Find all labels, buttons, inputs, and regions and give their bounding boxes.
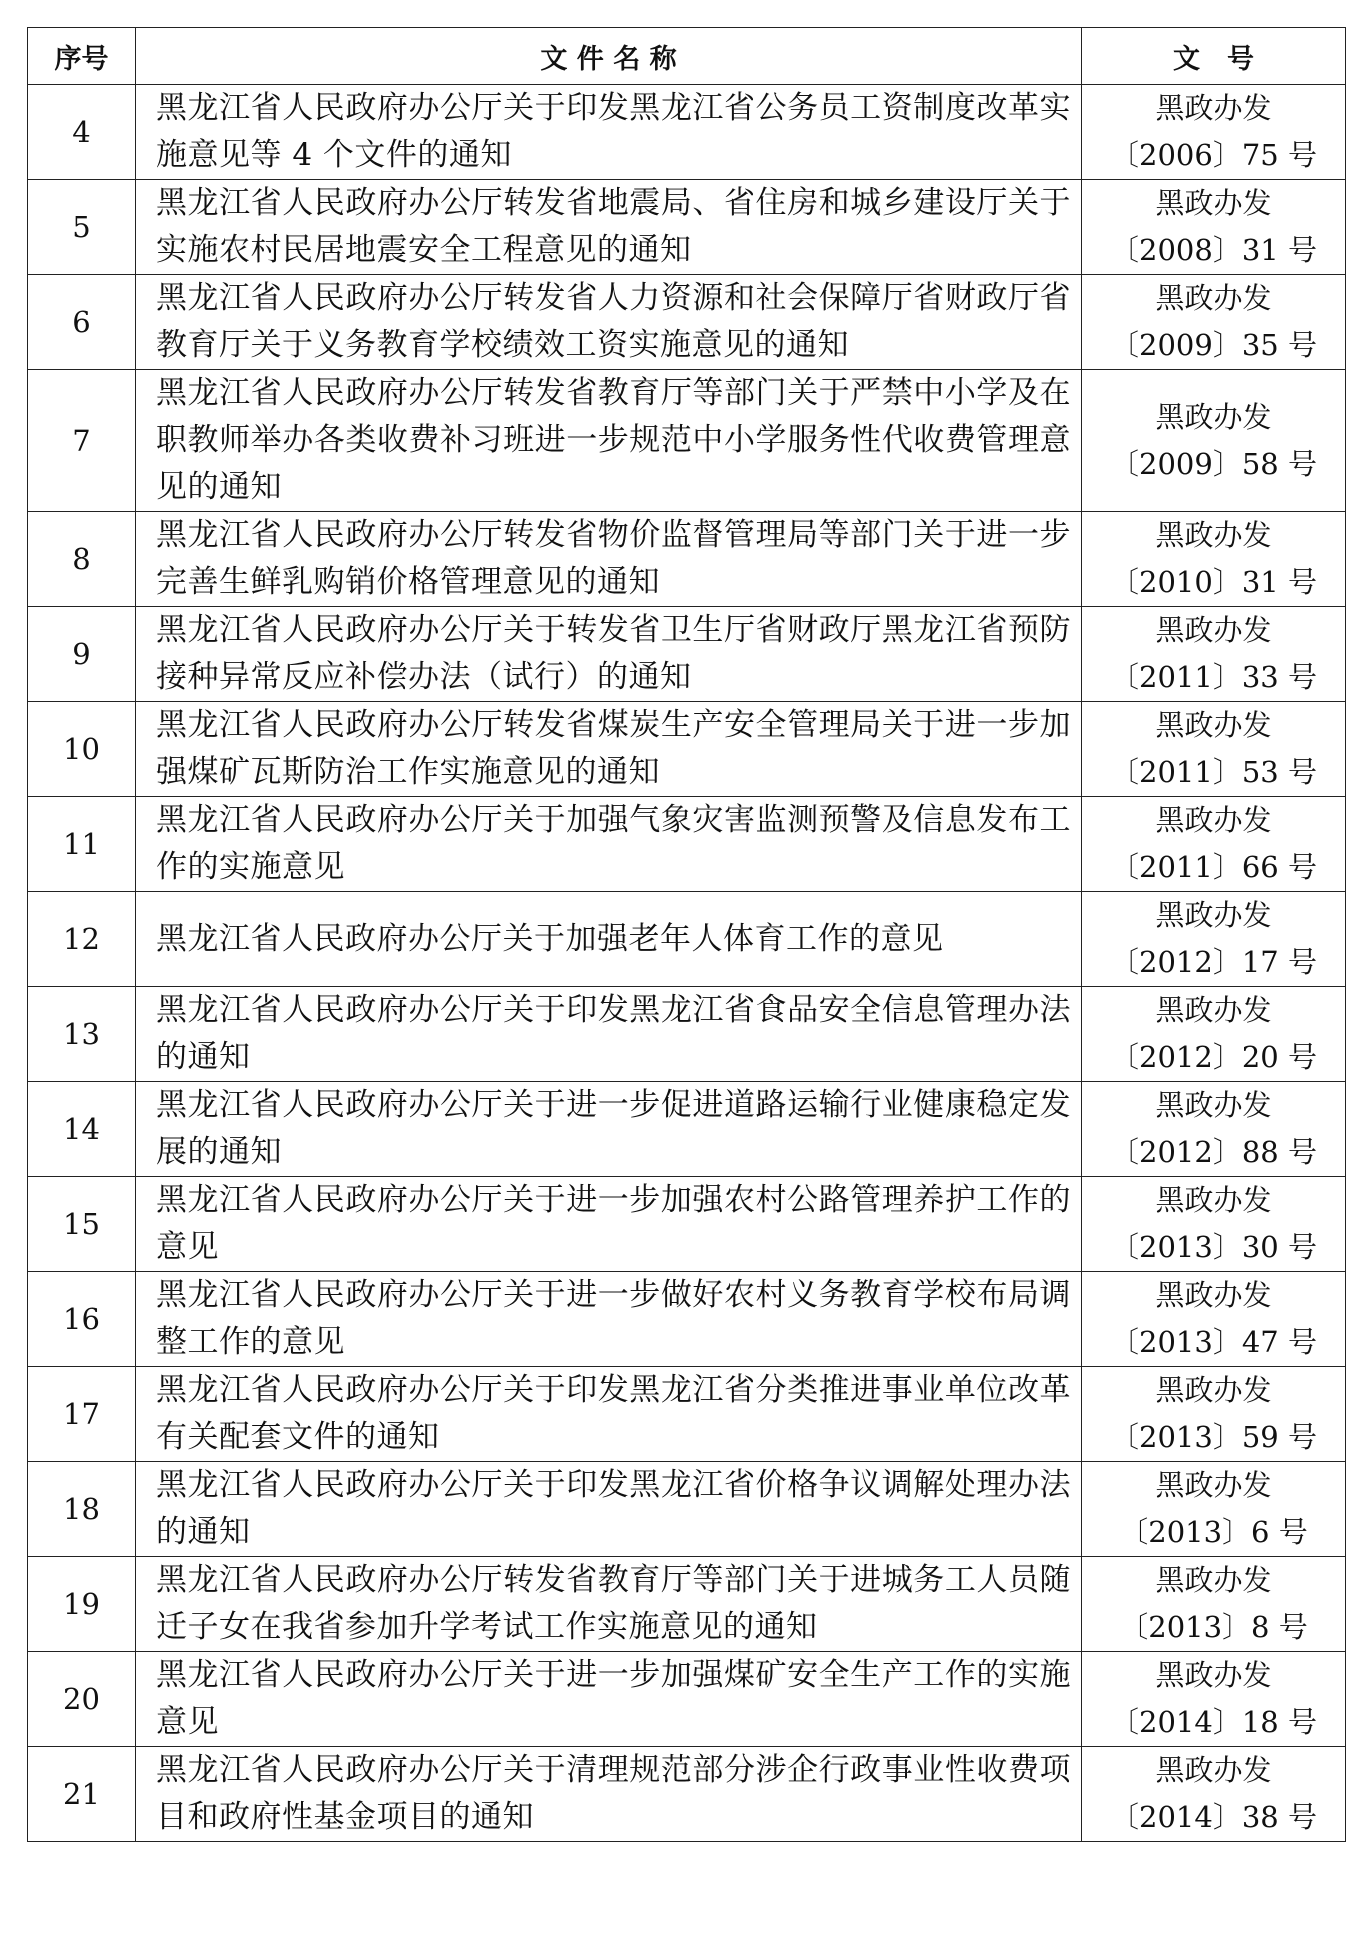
row-serial-number: 13 bbox=[28, 987, 136, 1082]
document-issuer: 黑政办发 bbox=[1155, 186, 1272, 220]
row-document-name: 黑龙江省人民政府办公厅关于加强气象灾害监测预警及信息发布工作的实施意见 bbox=[136, 797, 1082, 892]
row-document-number bbox=[1082, 1747, 1346, 1842]
table-row bbox=[28, 1462, 1346, 1557]
row-serial-number: 12 bbox=[28, 892, 136, 987]
row-serial-number: 9 bbox=[28, 607, 136, 702]
row-document-number bbox=[1082, 1462, 1346, 1557]
table-row bbox=[28, 85, 1346, 180]
document-issuer: 黑政办发 bbox=[1155, 1278, 1272, 1312]
document-serial: 〔2012〕20 号 bbox=[1110, 1040, 1317, 1074]
row-serial-number: 18 bbox=[28, 1462, 136, 1557]
table-row bbox=[28, 892, 1346, 987]
document-issuer: 黑政办发 bbox=[1155, 708, 1272, 742]
row-document-name: 黑龙江省人民政府办公厅关于进一步做好农村义务教育学校布局调整工作的意见 bbox=[136, 1272, 1082, 1367]
table-row bbox=[28, 1747, 1346, 1842]
row-document-number bbox=[1082, 797, 1346, 892]
row-document-name: 黑龙江省人民政府办公厅关于印发黑龙江省公务员工资制度改革实施意见等 4 个文件的通知 bbox=[136, 85, 1082, 180]
row-document-name: 黑龙江省人民政府办公厅转发省教育厅等部门关于进城务工人员随迁子女在我省参加升学考试工作实施意见的通知 bbox=[136, 1557, 1082, 1652]
row-document-number bbox=[1082, 607, 1346, 702]
document-serial: 〔2012〕17 号 bbox=[1110, 945, 1317, 979]
row-document-number bbox=[1082, 1557, 1346, 1652]
row-document-number bbox=[1082, 1082, 1346, 1177]
row-document-name: 黑龙江省人民政府办公厅关于加强老年人体育工作的意见 bbox=[136, 892, 1082, 987]
table-row bbox=[28, 702, 1346, 797]
row-document-name: 黑龙江省人民政府办公厅转发省煤炭生产安全管理局关于进一步加强煤矿瓦斯防治工作实施意见的通知 bbox=[136, 702, 1082, 797]
table-row bbox=[28, 370, 1346, 512]
row-document-name: 黑龙江省人民政府办公厅转发省物价监督管理局等部门关于进一步完善生鲜乳购销价格管理意见的通知 bbox=[136, 512, 1082, 607]
document-serial: 〔2011〕33 号 bbox=[1110, 660, 1317, 694]
row-document-number bbox=[1082, 180, 1346, 275]
document-serial: 〔2012〕88 号 bbox=[1110, 1135, 1317, 1169]
document-issuer: 黑政办发 bbox=[1155, 518, 1272, 552]
row-document-name: 黑龙江省人民政府办公厅关于印发黑龙江省分类推进事业单位改革有关配套文件的通知 bbox=[136, 1367, 1082, 1462]
table-row bbox=[28, 1557, 1346, 1652]
document-issuer: 黑政办发 bbox=[1155, 613, 1272, 647]
row-document-name: 黑龙江省人民政府办公厅转发省地震局、省住房和城乡建设厅关于实施农村民居地震安全工程意见的通知 bbox=[136, 180, 1082, 275]
document-serial: 〔2006〕75 号 bbox=[1110, 138, 1317, 172]
table-row bbox=[28, 1272, 1346, 1367]
row-document-name: 黑龙江省人民政府办公厅关于进一步加强煤矿安全生产工作的实施意见 bbox=[136, 1652, 1082, 1747]
table-row bbox=[28, 607, 1346, 702]
table-row bbox=[28, 1082, 1346, 1177]
document-issuer: 黑政办发 bbox=[1155, 1183, 1272, 1217]
table-row bbox=[28, 1177, 1346, 1272]
document-serial: 〔2009〕58 号 bbox=[1110, 446, 1317, 481]
row-document-name: 黑龙江省人民政府办公厅关于印发黑龙江省食品安全信息管理办法的通知 bbox=[136, 987, 1082, 1082]
header-document-name: 文 件 名 称 bbox=[136, 28, 1082, 85]
row-document-number bbox=[1082, 1367, 1346, 1462]
row-serial-number: 16 bbox=[28, 1272, 136, 1367]
row-document-name: 黑龙江省人民政府办公厅关于清理规范部分涉企行政事业性收费项目和政府性基金项目的通知 bbox=[136, 1747, 1082, 1842]
document-issuer: 黑政办发 bbox=[1155, 1088, 1272, 1122]
row-document-number bbox=[1082, 702, 1346, 797]
table-row bbox=[28, 987, 1346, 1082]
table-row bbox=[28, 797, 1346, 892]
row-document-name: 黑龙江省人民政府办公厅关于进一步加强农村公路管理养护工作的意见 bbox=[136, 1177, 1082, 1272]
header-row bbox=[28, 28, 1346, 85]
document-issuer: 黑政办发 bbox=[1155, 1468, 1272, 1502]
row-document-name: 黑龙江省人民政府办公厅关于印发黑龙江省价格争议调解处理办法的通知 bbox=[136, 1462, 1082, 1557]
table-body bbox=[28, 85, 1346, 1842]
row-serial-number: 6 bbox=[28, 275, 136, 370]
row-document-number bbox=[1082, 275, 1346, 370]
document-serial: 〔2011〕66 号 bbox=[1110, 850, 1317, 884]
row-document-name: 黑龙江省人民政府办公厅转发省人力资源和社会保障厅省财政厅省教育厅关于义务教育学校绩效工资实施意见的通知 bbox=[136, 275, 1082, 370]
document-issuer: 黑政办发 bbox=[1155, 993, 1272, 1027]
table-header bbox=[28, 28, 1346, 85]
document-serial: 〔2013〕59 号 bbox=[1110, 1420, 1317, 1454]
document-serial: 〔2008〕31 号 bbox=[1110, 233, 1317, 267]
row-serial-number: 21 bbox=[28, 1747, 136, 1842]
document-issuer: 黑政办发 bbox=[1155, 1373, 1272, 1407]
row-serial-number: 19 bbox=[28, 1557, 136, 1652]
header-serial-number: 序号 bbox=[28, 28, 136, 85]
document-serial: 〔2013〕6 号 bbox=[1119, 1515, 1308, 1549]
document-issuer: 黑政办发 bbox=[1155, 803, 1272, 837]
row-document-number bbox=[1082, 1652, 1346, 1747]
document-serial: 〔2011〕53 号 bbox=[1110, 755, 1317, 789]
row-serial-number: 7 bbox=[28, 370, 136, 512]
row-document-number bbox=[1082, 892, 1346, 987]
row-serial-number: 5 bbox=[28, 180, 136, 275]
row-document-name: 黑龙江省人民政府办公厅转发省教育厅等部门关于严禁中小学及在职教师举办各类收费补习班进一步规范中小学服务性代收费管理意见的通知 bbox=[136, 370, 1082, 512]
table-row bbox=[28, 512, 1346, 607]
document-issuer: 黑政办发 bbox=[1155, 1658, 1272, 1692]
row-serial-number: 20 bbox=[28, 1652, 136, 1747]
row-serial-number: 8 bbox=[28, 512, 136, 607]
row-serial-number: 4 bbox=[28, 85, 136, 180]
document-serial: 〔2013〕30 号 bbox=[1110, 1230, 1317, 1264]
header-document-number: 文 号 bbox=[1082, 28, 1346, 85]
document-serial: 〔2010〕31 号 bbox=[1110, 565, 1317, 599]
document-table bbox=[27, 27, 1346, 1842]
table-row bbox=[28, 180, 1346, 275]
document-issuer: 黑政办发 bbox=[1155, 281, 1272, 315]
row-document-name: 黑龙江省人民政府办公厅关于进一步促进道路运输行业健康稳定发展的通知 bbox=[136, 1082, 1082, 1177]
row-document-number bbox=[1082, 512, 1346, 607]
document-issuer: 黑政办发 bbox=[1155, 898, 1272, 932]
document-serial: 〔2009〕35 号 bbox=[1110, 328, 1317, 362]
row-serial-number: 15 bbox=[28, 1177, 136, 1272]
row-document-number bbox=[1082, 1272, 1346, 1367]
document-serial: 〔2013〕8 号 bbox=[1119, 1610, 1308, 1644]
row-document-name: 黑龙江省人民政府办公厅关于转发省卫生厅省财政厅黑龙江省预防接种异常反应补偿办法（试行）的通知 bbox=[136, 607, 1082, 702]
table-row bbox=[28, 1367, 1346, 1462]
row-document-number bbox=[1082, 1177, 1346, 1272]
document-issuer: 黑政办发 bbox=[1155, 399, 1272, 434]
row-document-number bbox=[1082, 85, 1346, 180]
document-serial: 〔2014〕38 号 bbox=[1110, 1800, 1317, 1834]
table-row bbox=[28, 1652, 1346, 1747]
row-document-number bbox=[1082, 370, 1346, 512]
document-serial: 〔2014〕18 号 bbox=[1110, 1705, 1317, 1739]
document-issuer: 黑政办发 bbox=[1155, 91, 1272, 125]
row-serial-number: 11 bbox=[28, 797, 136, 892]
table-row bbox=[28, 275, 1346, 370]
row-serial-number: 14 bbox=[28, 1082, 136, 1177]
document-issuer: 黑政办发 bbox=[1155, 1753, 1272, 1787]
row-serial-number: 10 bbox=[28, 702, 136, 797]
document-serial: 〔2013〕47 号 bbox=[1110, 1325, 1317, 1359]
document-issuer: 黑政办发 bbox=[1155, 1563, 1272, 1597]
row-serial-number: 17 bbox=[28, 1367, 136, 1462]
row-document-number bbox=[1082, 987, 1346, 1082]
